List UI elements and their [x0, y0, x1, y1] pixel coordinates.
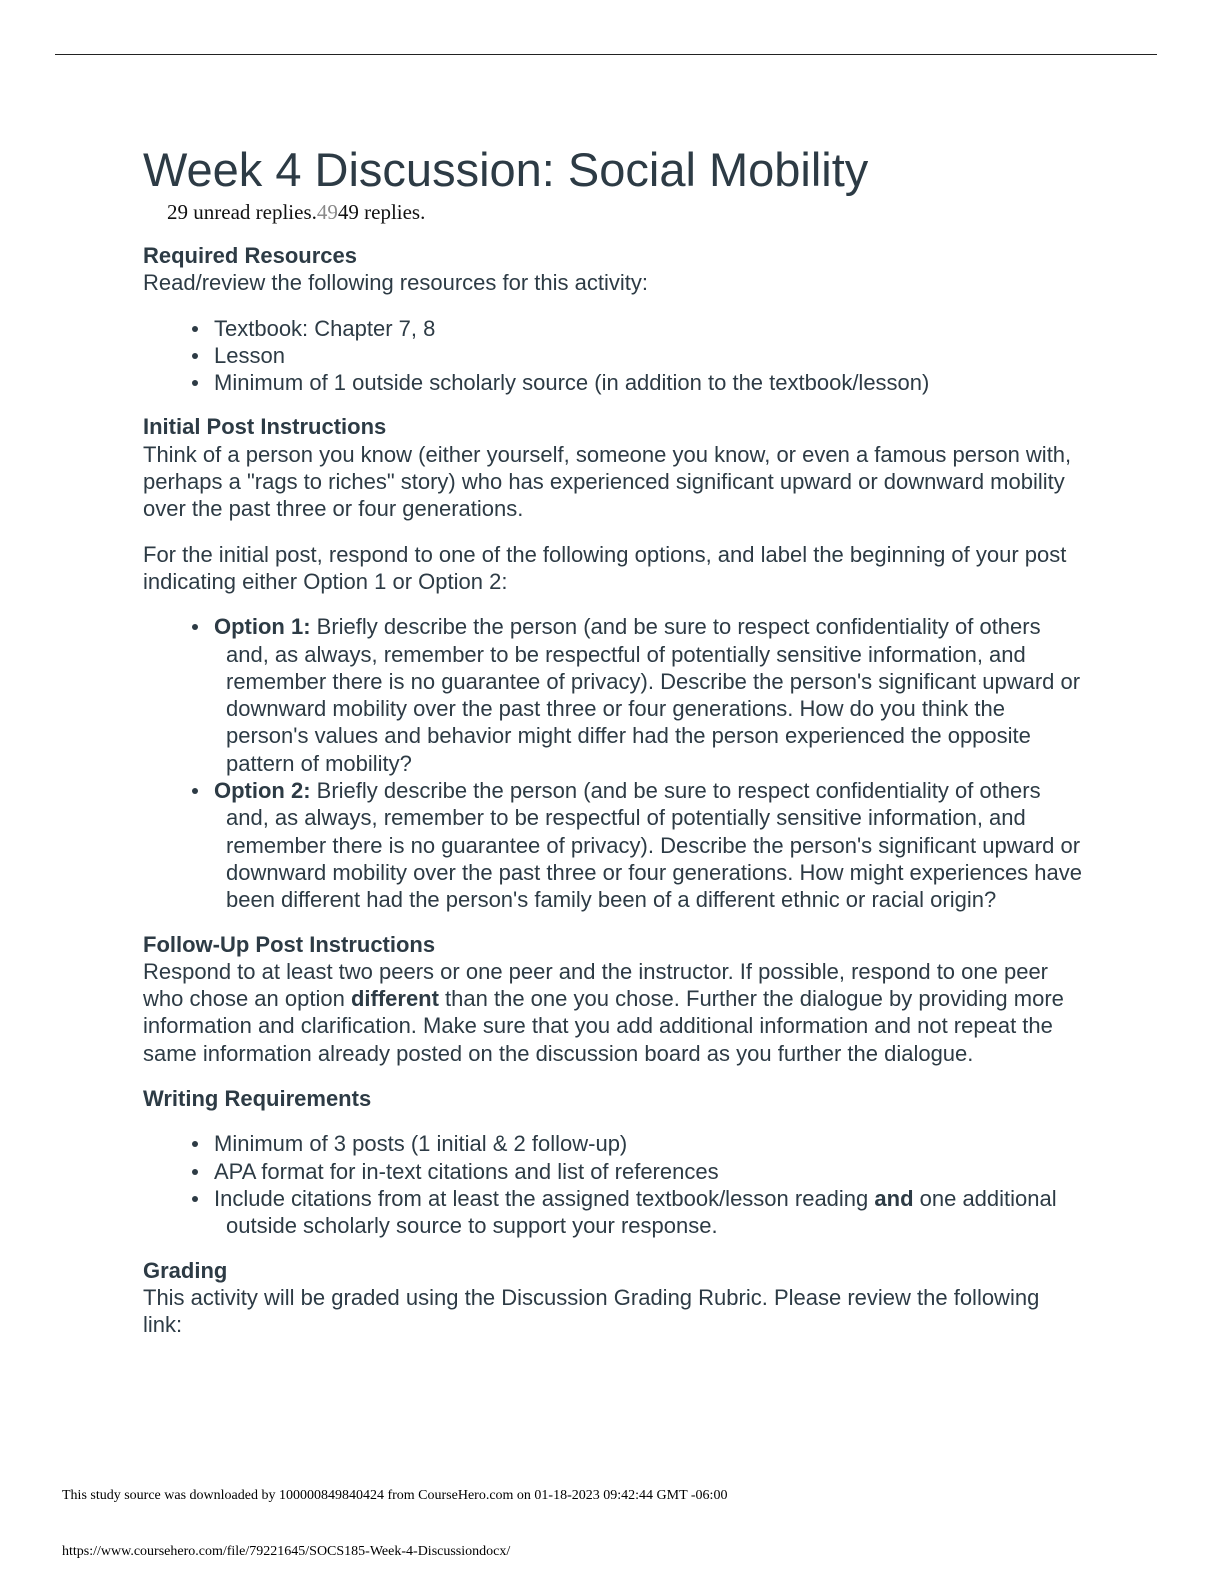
option-1-text: Briefly describe the person (and be sure to respect confidentiality of others and, as always, remember to be respectful of potentially sensitive information, and remember there is no guarantee of privacy). Describe the person's significant upward or downward mobility over the past three or four generations. How do you think the person's values and behavior might differ had the person experienced the opposite pattern of mobility? [226, 614, 1081, 776]
total-replies: 49 replies. [337, 200, 426, 224]
initial-post-paragraph-1: Think of a person you know (either yourself, someone you know, or even a famous person with, perhaps a "rags to riches" story) who has experienced significant upward or downward mobility over the past three or four generations. [143, 441, 1072, 522]
unread-replies: 29 unread replies. [167, 200, 317, 224]
page-title: Week 4 Discussion: Social Mobility [143, 143, 869, 196]
required-resources-heading: Required Resources [143, 243, 357, 268]
writing-requirements-list [143, 1130, 1083, 1239]
reply-count [167, 200, 1083, 224]
download-notice: This study source was downloaded by 100000849840424 from CourseHero.com on 01-18-2023 09:42:44 GMT -06:00 [62, 1488, 728, 1503]
list-item: Lesson [214, 342, 1083, 369]
grading-section [143, 1257, 1083, 1339]
required-resources-intro: Read/review the following resources for this activity: [143, 270, 648, 296]
list-item: Include citations from at least the assigned textbook/lesson reading and one additional outside scholarly source to support your response. [214, 1185, 1083, 1240]
reply-badge: 49 [316, 200, 338, 224]
option-2-item [214, 777, 1083, 913]
follow-up-paragraph: Respond to at least two peers or one peer and the instructor. If possible, respond to one peer who chose an option different than the one you chose. Further the dialogue by providing more information and clarification. Make sure that you add additional information and not repeat the same information already posted on the discussion board as you further the dialogue. [143, 958, 1064, 1066]
initial-post-heading: Initial Post Instructions [143, 414, 387, 440]
grading-heading: Grading [143, 1257, 228, 1283]
writing-requirements-section [143, 1085, 1083, 1239]
resources-list [143, 315, 1083, 397]
grading-text: This activity will be graded using the Discussion Grading Rubric. Please review the following link: [143, 1284, 1040, 1338]
follow-up-section [143, 931, 1083, 1067]
list-item: Textbook: Chapter 7, 8 [214, 315, 1083, 342]
list-item: Minimum of 1 outside scholarly source (in addition to the textbook/lesson) [214, 369, 1083, 396]
discussion-content [143, 140, 1083, 1338]
source-url[interactable]: https://www.coursehero.com/file/79221645/SOCS185-Week-4-Discussiondocx/ [62, 1544, 511, 1559]
initial-post-section [143, 413, 1083, 913]
list-item: Minimum of 3 posts (1 initial & 2 follow-up) [214, 1130, 1083, 1157]
writing-requirements-heading: Writing Requirements [143, 1086, 372, 1112]
header-rule [55, 54, 1157, 55]
options-list [143, 613, 1083, 913]
option-1-item [214, 613, 1083, 777]
follow-up-heading: Follow-Up Post Instructions [143, 931, 436, 957]
list-item: APA format for in-text citations and list of references [214, 1158, 1083, 1185]
option-2-text: Briefly describe the person (and be sure to respect confidentiality of others and, as always, remember to be respectful of potentially sensitive information, and remember there is no guarantee of privacy). Describe the person's significant upward or downward mobility over the past three or four generations. How might experiences have been different had the person's family been of a different ethnic or racial origin? [226, 778, 1083, 913]
option-2-label: Option 2: [214, 778, 311, 804]
initial-post-paragraph-2: For the initial post, respond to one of the following options, and label the beginning of your post indicating either Option 1 or Option 2: [143, 541, 1067, 594]
required-resources-section [143, 242, 1083, 396]
option-1-label: Option 1: [214, 614, 311, 640]
